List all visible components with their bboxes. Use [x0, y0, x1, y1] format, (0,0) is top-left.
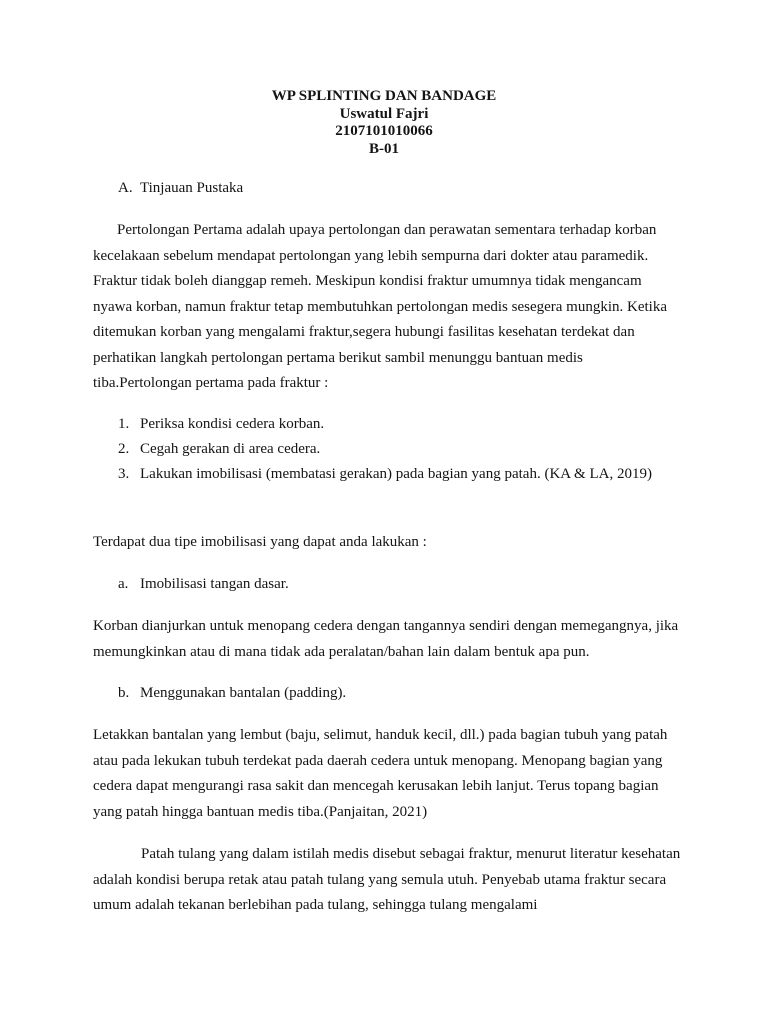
group-code: B-01	[369, 140, 399, 157]
list-marker: b.	[118, 685, 130, 701]
section-heading-text: Tinjauan Pustaka	[140, 180, 244, 196]
student-id: 2107101010066	[335, 123, 433, 139]
section-marker: A.	[118, 180, 133, 196]
list-marker: 2.	[118, 441, 130, 457]
paragraph-hand-support: Korban dianjurkan untuk menopang cedera dengan tangannya sendiri dengan memegangnya, jika memungkinkan atau di mana tidak ada peralatan/bahan lain dalam bentuk apa pun.	[93, 618, 679, 660]
author-name: Uswatul Fajri	[339, 105, 429, 122]
list-item-text: Menggunakan bantalan (padding).	[140, 685, 347, 701]
list-marker: 3.	[118, 466, 130, 482]
list-item-text: Imobilisasi tangan dasar.	[140, 576, 289, 592]
list-item-text: Lakukan imobilisasi (membatasi gerakan) pada bagian yang patah. (KA & LA, 2019)	[140, 466, 652, 482]
document-title: WP SPLINTING DAN BANDAGE	[271, 88, 497, 104]
paragraph-fracture: Patah tulang yang dalam istilah medis disebut sebagai fraktur, menurut literatur kesehatan adalah kondisi berupa retak atau patah tulang yang semula utuh. Penyebab utama fraktur secara umum adalah tekanan berlebihan pada tulang, sehingga tulang mengalami	[93, 846, 681, 913]
paragraph-padding: Letakkan bantalan yang lembut (baju, selimut, handuk kecil, dll.) pada bagian tubuh yang patah atau pada lekukan tubuh terdekat pada daerah cedera untuk menopang. Menopang bagian yang cedera dapat mengurangi rasa sakit dan mencegah kerusakan lebih lanjut. Terus topang bagian yang patah hingga bantuan medis tiba.(Panjaitan, 2021)	[93, 727, 668, 820]
list-marker: a.	[118, 576, 129, 592]
list-item-text: Periksa kondisi cedera korban.	[140, 416, 325, 432]
list-item-text: Cegah gerakan di area cedera.	[140, 441, 321, 457]
paragraph-immobilization-types: Terdapat dua tipe imobilisasi yang dapat anda lakukan :	[93, 534, 427, 550]
document-header	[0, 88, 768, 158]
list-marker: 1.	[118, 416, 130, 432]
paragraph-first-aid: Pertolongan Pertama adalah upaya pertolongan dan perawatan sementara terhadap korban kecelakaan sebelum mendapat pertolongan yang lebih sempurna dari dokter atau paramedik. Fraktur tidak boleh dianggap remeh. Meskipun kondisi fraktur umumnya tidak mengancam nyawa korban, namun fraktur tetap membutuhkan pertolongan medis sesegera mungkin. Ketika ditemukan korban yang mengalami fraktur,segera hubungi fasilitas kesehatan terdekat dan perhatikan langkah pertolongan pertama berikut sambil menunggu bantuan medis tiba.Pertolongan pertama pada fraktur :	[93, 222, 667, 391]
